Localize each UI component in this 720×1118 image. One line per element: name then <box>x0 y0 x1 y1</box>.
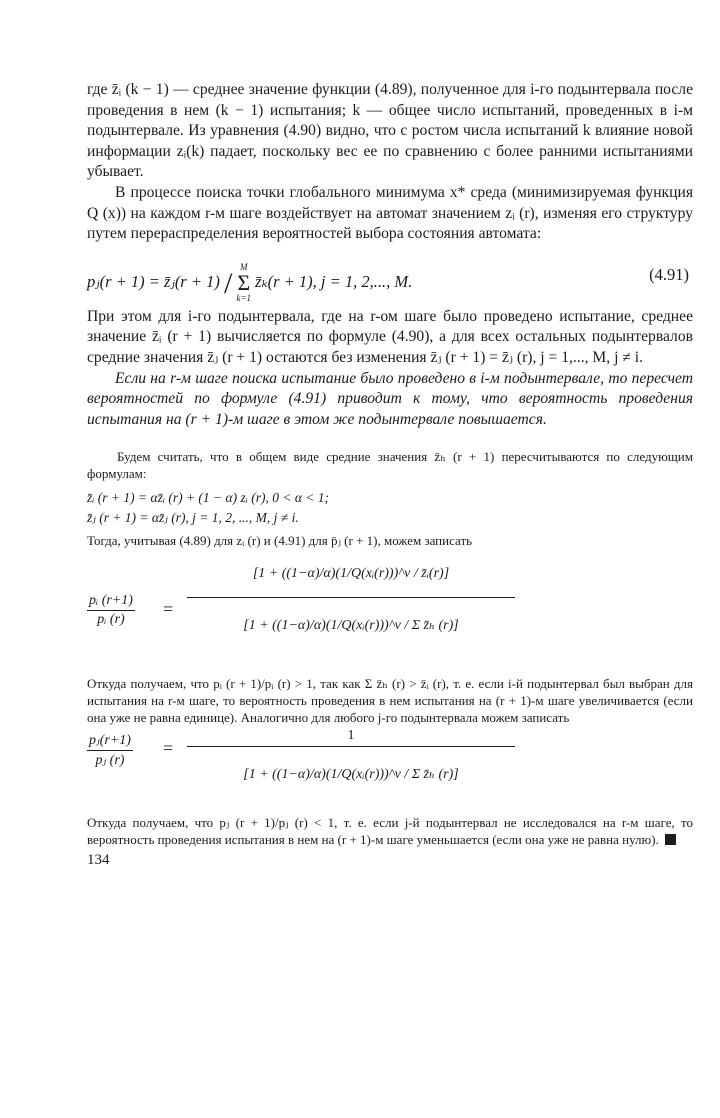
book-page <box>87 80 693 869</box>
ratio1-lhs-num: pᵢ (r+1) <box>87 593 135 611</box>
equation-number-4-91: (4.91) <box>649 264 689 284</box>
eq491-sum: M Σ k=1 <box>236 261 252 303</box>
paragraph-1: где z̄ᵢ (k − 1) — среднее значение функции (4.89), полученное для i-го подынтервала после проведения в нем (k − 1) испытания; k — общее число испытаний, проведенных в i-м подынтервале. Из уравнения (4.90) видно, что с ростом числа испытаний k влияние новой информации zᵢ(k) падает, поскольку вес ее по сравнению с более ранними испытаниями убывает. <box>87 81 693 181</box>
formula-line-1: z̄ᵢ (r + 1) = αz̄ᵢ (r) + (1 − α) zᵢ (r), 0 < α < 1; <box>87 490 330 506</box>
small-paragraph-1: Будем считать, что в общем виде средние значения z̄ₕ (r + 1) пересчитываются по следующим формулам: <box>87 449 693 482</box>
paragraph-2: В процессе поиска точки глобального минимума x* среда (минимизируемая функция Q (x)) на каждом r-м шаге воздействует на автомат значением zᵢ (r), изменяя его структуру путем перераспределения вероятностей выбора состояния автомата: <box>87 183 693 243</box>
eq491-lhs: pⱼ(r + 1) = z̄ⱼ(r + 1) <box>87 271 220 291</box>
ratio-equation-1: $\frac{\text{pᵢ (r+1)}}{\text{pᵢ (r)}}$ = [1 + ((1−α)/α)(1/Q(xᵢ(r)))^ν / z̄ᵢ(r)] [1 + ((1−α)/α)(1/Q(xᵢ(r)))^ν / Σ z̄ₕ (r)] <box>87 551 693 673</box>
paragraph-4-italic: Если на r-м шаге поиска испытание было проведено в i-м подынтервале, то пересчет вероятностей по формуле (4.91) приводит к тому, что вероятность проведения испытания на (r + 1)-м шаге в этом же подынтервале повышается. <box>87 369 693 428</box>
paragraph-3: При этом для i-го подынтервала, где на r-ом шаге было проведено испытание, среднее значение z̄ᵢ (r + 1) вычисляется по формуле (4.90), а для всех остальных подынтервалов средние значения z̄ⱼ (r + 1) остаются без изменения z̄ⱼ (r + 1) = z̄ⱼ (r), j = 1,..., M, j ≠ i. <box>87 307 693 366</box>
ratio1-lhs-den: pᵢ (r) <box>97 612 125 628</box>
eq491-sum-bottom: k=1 <box>236 292 252 303</box>
ratio2-top: 1 <box>347 728 355 744</box>
page-number: 134 <box>87 852 110 869</box>
ratio1-top: [1 + ((1−α)/α)(1/Q(xᵢ(r)))^ν / z̄ᵢ(r)] <box>252 566 450 582</box>
eq491-rhs: z̄ₖ(r + 1), j = 1, 2,..., M. <box>255 271 413 291</box>
ratio2-bottom: [1 + ((1−α)/α)(1/Q(xᵢ(r)))^ν / Σ z̄ₕ (r)] <box>243 767 459 783</box>
ratio2-lhs-den: pⱼ (r) <box>95 753 125 769</box>
small-paragraph-4 <box>87 814 693 848</box>
small-paragraph-2: Тогда, учитывая (4.89) для zᵢ (r) и (4.91) для p̄ⱼ (r + 1), можем записать <box>87 533 473 549</box>
end-of-proof-square-icon <box>665 834 676 845</box>
ratio1-bottom: [1 + ((1−α)/α)(1/Q(xᵢ(r)))^ν / Σ z̄ₕ (r)] <box>243 618 459 634</box>
equation-4-91: pⱼ(r + 1) = z̄ⱼ(r + 1) / M Σ k=1 z̄ₖ(r + 1), j = 1, 2,..., M. (4.91) <box>87 261 689 303</box>
eq491-sum-top: M <box>240 261 248 272</box>
ratio1-lhs <box>87 593 135 628</box>
ratio-equation-2: $\frac{\text{pⱼ(r+1)}}{\text{pⱼ (r)}}$ = 1 [1 + ((1−α)/α)(1/Q(xᵢ(r)))^ν / Σ z̄ₕ (r)] <box>87 728 693 812</box>
small-paragraph-3: Откуда получаем, что pᵢ (r + 1)/pᵢ (r) > 1, так как Σ z̄ₕ (r) > z̄ᵢ (r), т. е. если i-й подынтервал был выбран для испытания на r-м шаге, то вероятность проведения в нем испытания на (r + 1)-м шаге увеличивается (если она уже не равна единице). Аналогично для любого j-го подынтервала можем записать <box>87 676 693 726</box>
formula-line-2: z̄ⱼ (r + 1) = αz̄ⱼ (r), j = 1, 2, ..., M, j ≠ i. <box>87 510 299 526</box>
ratio2-lhs <box>87 732 133 769</box>
small-paragraph-4-text: Откуда получаем, что pⱼ (r + 1)/pⱼ (r) < 1, т. е. если j-й подынтервал не исследовался на r-м шаге, то вероятность проведения испытания в нем на (r + 1)-м шаге уменьшается (если она уже не равна нулю). <box>87 815 693 848</box>
ratio2-lhs-num: pⱼ(r+1) <box>87 732 133 751</box>
